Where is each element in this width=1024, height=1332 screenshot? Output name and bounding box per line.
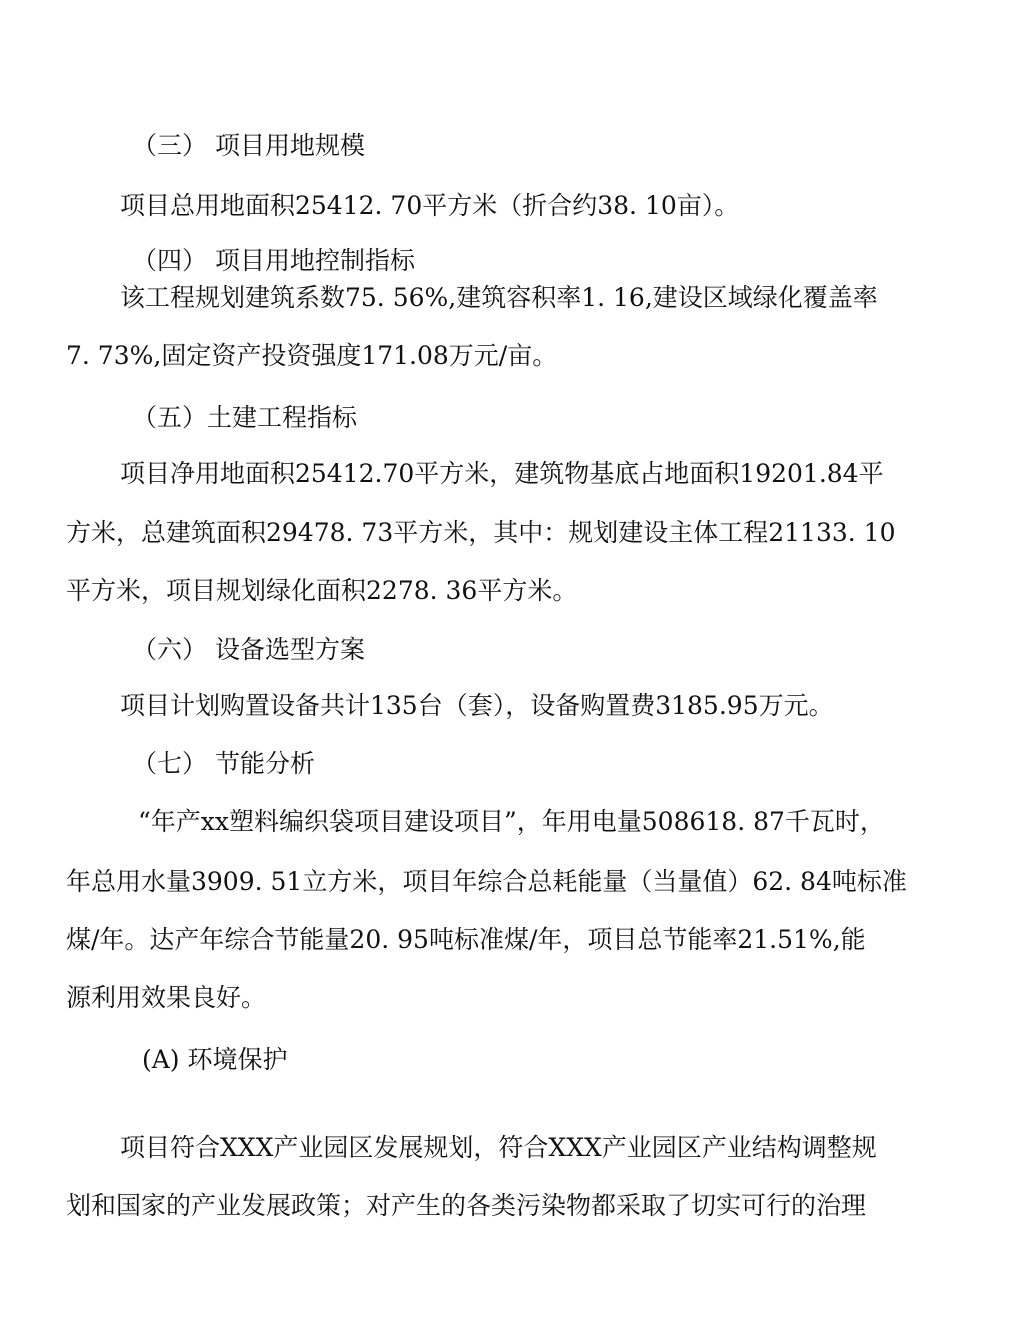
paragraph-line: 源利用效果良好。 — [66, 983, 267, 1012]
heading-land-scale: （三） 项目用地规模 — [132, 131, 365, 160]
paragraph-line: 划和国家的产业发展政策；对产生的各类污染物都采取了切实可行的治理 — [66, 1191, 867, 1220]
heading-civil-engineering: （五）土建工程指标 — [132, 403, 358, 432]
heading-equipment: （六） 设备选型方案 — [132, 635, 365, 664]
heading-environment: (A) 环境保护 — [142, 1045, 288, 1074]
paragraph-line: 方米，总建筑面积29478. 73平方米，其中：规划建设主体工程21133. 10 — [66, 518, 896, 547]
heading-energy-saving: （七） 节能分析 — [132, 749, 315, 778]
paragraph-line: 7. 73%,固定资产投资强度171.08万元/亩。 — [66, 341, 558, 370]
heading-land-control: （四） 项目用地控制指标 — [132, 246, 415, 275]
paragraph-line: 平方米，项目规划绿化面积2278. 36平方米。 — [66, 576, 578, 605]
paragraph-line: 煤/年。达产年综合节能量20. 95吨标准煤/年，项目总节能率21.51%,能 — [66, 925, 866, 954]
paragraph-line: 项目计划购置设备共计135台（套），设备购置费3185.95万元。 — [120, 691, 834, 720]
paragraph-line: 项目净用地面积25412.70平方米，建筑物基底占地面积19201.84平 — [120, 459, 884, 488]
paragraph-line: 该工程规划建筑系数75. 56%,建筑容积率1. 16,建设区域绿化覆盖率 — [120, 283, 878, 312]
paragraph-line: 项目符合XXX产业园区发展规划，符合XXX产业园区产业结构调整规 — [120, 1133, 877, 1162]
paragraph-line: 年总用水量3909. 51立方米，项目年综合总耗能量（当量值）62. 84吨标准 — [66, 867, 907, 896]
paragraph-line: 项目总用地面积25412. 70平方米（折合约38. 10亩）。 — [120, 191, 740, 220]
paragraph-line: “年产xx塑料编织袋项目建设项目”，年用电量508618. 87千瓦时， — [138, 807, 885, 836]
